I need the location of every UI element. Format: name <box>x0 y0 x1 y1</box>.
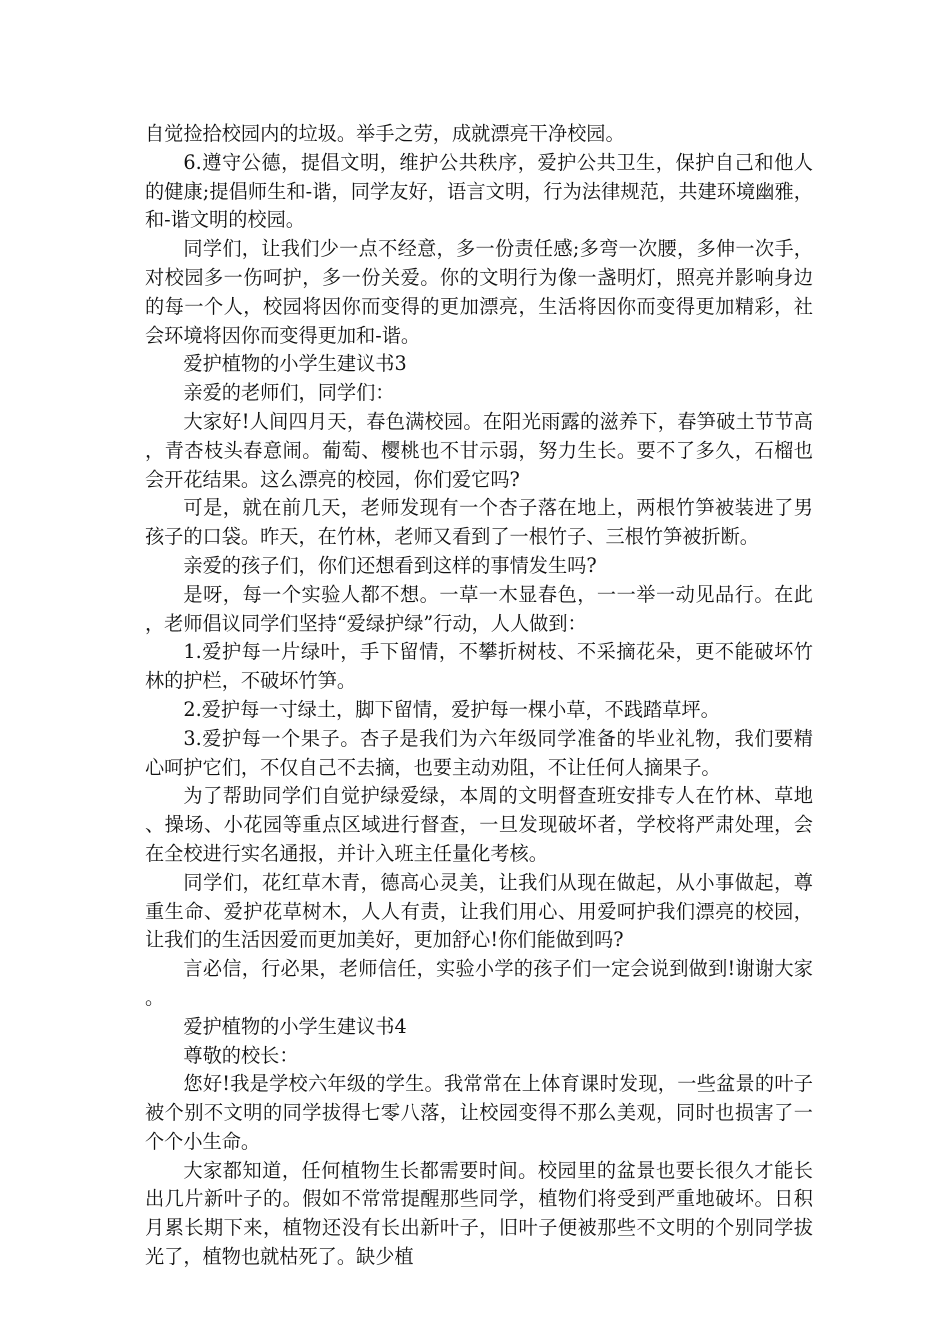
paragraph: 您好!我是学校六年级的学生。我常常在上体育课时发现，一些盆景的叶子被个别不文明的同学拔得七零八落，让校园变得不那么美观，同时也损害了一个个小生命。 <box>145 1072 813 1153</box>
paragraph: 大家好!人间四月天，春色满校园。在阳光雨露的滋养下，春笋破土节节高，青杏枝头春意闹。葡萄、樱桃也不甘示弱，努力生长。要不了多久，石榴也会开花结果。这么漂亮的校园，你们爱它吗? <box>145 409 813 491</box>
paragraph: 2.爱护每一寸绿土，脚下留情，爱护每一棵小草，不践踏草坪。 <box>183 697 720 721</box>
paragraph: 1.爱护每一片绿叶，手下留情，不攀折树枝、不采摘花朵，更不能破坏竹林的护栏，不破坏竹笋。 <box>145 640 813 693</box>
paragraph: 可是，就在前几天，老师发现有一个杏子落在地上，两根竹笋被装进了男孩子的口袋。昨天，在竹林，老师又看到了一根竹子、三根竹笋被折断。 <box>145 496 813 549</box>
paragraph: 3.爱护每一个果子。杏子是我们为六年级同学准备的毕业礼物，我们要精心呵护它们，不仅自己不去摘，也要主动劝阻，不让任何人摘果子。 <box>145 726 813 779</box>
paragraph: 言必信，行必果，老师信任，实验小学的孩子们一定会说到做到!谢谢大家。 <box>145 957 813 1009</box>
paragraph: 尊敬的校长： <box>183 1043 299 1067</box>
paragraph: 为了帮助同学们自觉护绿爱绿，本周的文明督查班安排专人在竹林、草地、操场、小花园等重点区域进行督查，一旦发现破坏者，学校将严肃处理，会在全校进行实名通报，并计入班主任量化考核。 <box>145 784 813 865</box>
paragraph: 是呀，每一个实验人都不想。一草一木显春色，一一举一动见品行。在此，老师倡议同学们坚持“爱绿护绿”行动，人人做到： <box>145 582 813 635</box>
paragraph: 亲爱的老师们，同学们： <box>183 381 395 405</box>
paragraph: 爱护植物的小学生建议书3 <box>183 352 407 376</box>
document-page <box>145 120 813 1272</box>
paragraph: 爱护植物的小学生建议书4 <box>183 1014 407 1038</box>
paragraph: 亲爱的孩子们，你们还想看到这样的事情发生吗? <box>183 553 597 577</box>
paragraph: 大家都知道，任何植物生长都需要时间。校园里的盆景也要长很久才能长出几片新叶子的。假如不常常提醒那些同学，植物们将受到严重地破坏。日积月累长期下来，植物还没有长出新叶子，旧叶子便被那些不文明的个别同学拔光了，植物也就枯死了。缺少植 <box>145 1158 813 1269</box>
paragraph: 自觉捡拾校园内的垃圾。举手之劳，成就漂亮干净校园。 <box>145 122 625 145</box>
paragraph: 同学们，让我们少一点不经意，多一份责任感;多弯一次腰，多伸一次手，对校园多一伤呵护，多一份关爱。你的文明行为像一盏明灯，照亮并影响身边的每一个人，校园将因你而变得的更加漂亮，生活将因你而变得更加精彩，社会环境将因你而变得更加和-谐。 <box>145 237 813 347</box>
paragraph: 同学们，花红草木青，德高心灵美，让我们从现在做起，从小事做起，尊重生命、爱护花草树木，人人有责，让我们用心、用爱呵护我们漂亮的校园，让我们的生活因爱而更加美好，更加舒心!你们能做到吗? <box>145 870 813 952</box>
paragraph: 6.遵守公德，提倡文明，维护公共秩序，爱护公共卫生，保护自己和他人的健康;提倡师生和-谐，同学友好，语言文明，行为法律规范，共建环境幽雅，和-谐文明的校园。 <box>145 150 813 232</box>
